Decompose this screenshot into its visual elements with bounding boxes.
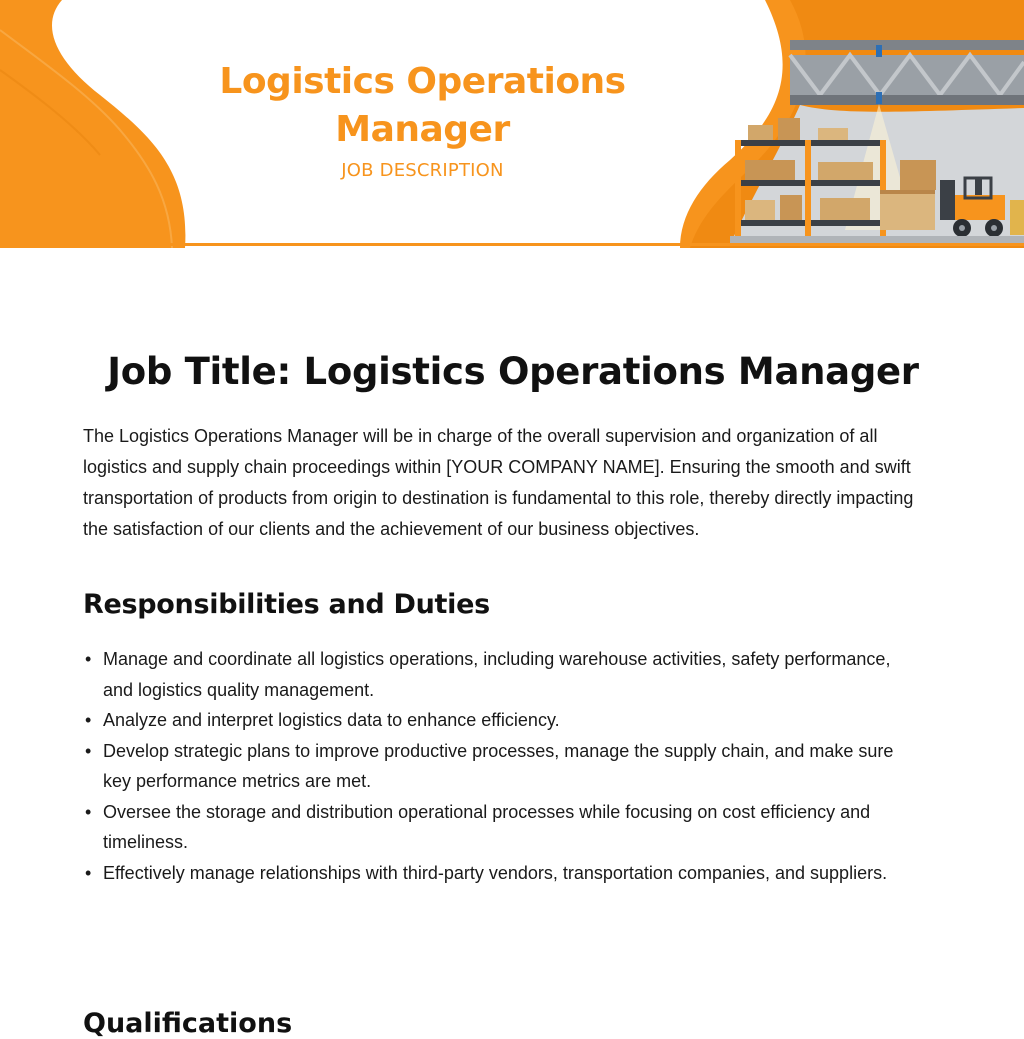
list-item: • Analyze and interpret logistics data to enhance efficiency. (83, 705, 903, 736)
list-item: • Effectively manage relationships with third-party vendors, transportation companies, and suppliers. (83, 858, 903, 889)
header-banner (0, 0, 1024, 248)
responsibilities-list (83, 644, 943, 888)
job-title-heading: Job Title: Logistics Operations Manager (107, 350, 919, 393)
document-body (83, 350, 943, 888)
list-item: • Oversee the storage and distribution operational processes while focusing on cost efficiency and timeliness. (83, 797, 903, 858)
header-title-block (170, 58, 675, 181)
warehouse-illustration (640, 0, 1024, 248)
responsibilities-heading: Responsibilities and Duties (83, 589, 490, 620)
list-item: • Manage and coordinate all logistics operations, including warehouse activities, safety performance, and logistics quality management. (83, 644, 903, 705)
intro-paragraph: The Logistics Operations Manager will be in charge of the overall supervision and organization of all logistics and supply chain proceedings within [YOUR COMPANY NAME]. Ensuring the smooth and swift transportation of products from origin to destination is fundamental to this role, thereby directly impacting the satisfaction of our clients and the achievement of our business objectives. (83, 426, 914, 539)
header-title: Logistics Operations Manager (219, 61, 626, 150)
header-subtitle: JOB DESCRIPTION (341, 160, 504, 181)
qualifications-heading: Qualifications (83, 1008, 293, 1039)
list-item: • Develop strategic plans to improve productive processes, manage the supply chain, and make sure key performance metrics are met. (83, 736, 903, 797)
header-divider (0, 243, 1024, 246)
